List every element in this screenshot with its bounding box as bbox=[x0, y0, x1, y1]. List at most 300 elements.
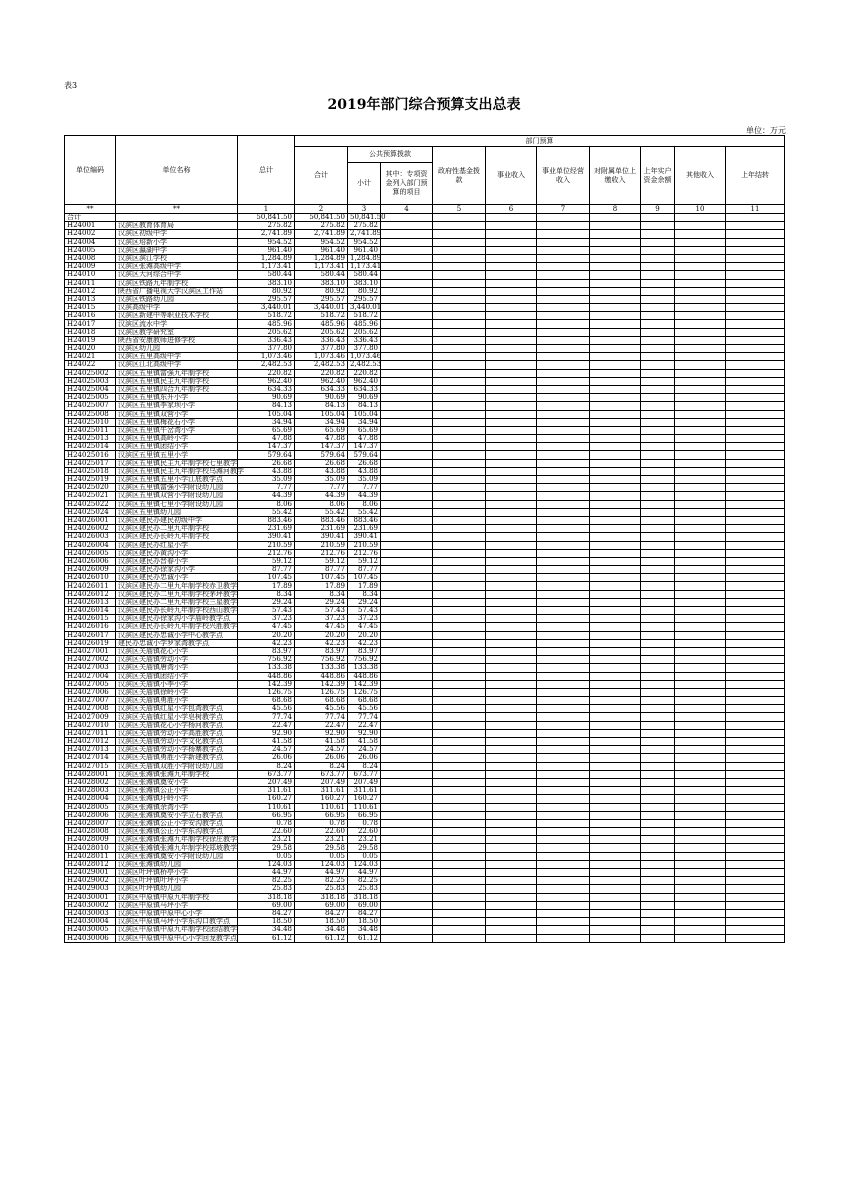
empty-cell bbox=[641, 214, 675, 222]
amount-cell: 26.68 bbox=[295, 459, 348, 467]
empty-cell bbox=[726, 615, 785, 623]
empty-cell bbox=[590, 607, 641, 615]
code-cell: H24029001 bbox=[65, 869, 116, 877]
amount-cell: 43.88 bbox=[295, 467, 348, 475]
table-header bbox=[65, 136, 785, 214]
amount-cell: 57.43 bbox=[238, 607, 295, 615]
empty-cell bbox=[726, 860, 785, 868]
empty-cell bbox=[675, 926, 726, 934]
empty-cell bbox=[641, 287, 675, 295]
empty-cell bbox=[486, 631, 537, 639]
empty-cell bbox=[675, 672, 726, 680]
empty-cell bbox=[537, 435, 590, 443]
empty-cell bbox=[433, 770, 486, 778]
empty-cell bbox=[433, 492, 486, 500]
empty-cell bbox=[433, 418, 486, 426]
name-cell: 汉滨区关庙镇红星小学皂树教学点 bbox=[116, 713, 238, 721]
name-cell: 汉滨区张滩镇圩岭小学 bbox=[116, 795, 238, 803]
amount-cell: 295.57 bbox=[295, 295, 348, 303]
empty-cell bbox=[590, 557, 641, 565]
empty-cell bbox=[381, 909, 433, 917]
empty-cell bbox=[726, 533, 785, 541]
empty-cell bbox=[675, 877, 726, 885]
amount-cell: 579.64 bbox=[238, 451, 295, 459]
name-cell: 汉滨区江北高级中学 bbox=[116, 361, 238, 369]
empty-cell bbox=[675, 459, 726, 467]
name-cell: 汉滨区教育体育局 bbox=[116, 222, 238, 230]
empty-cell bbox=[641, 885, 675, 893]
amount-cell: 43.88 bbox=[238, 467, 295, 475]
empty-cell bbox=[381, 893, 433, 901]
amount-cell: 83.97 bbox=[238, 647, 295, 655]
amount-cell: 18.50 bbox=[295, 918, 348, 926]
name-cell: 汉滨区五里镇双营小学附设幼儿园 bbox=[116, 492, 238, 500]
empty-cell bbox=[590, 279, 641, 287]
empty-cell bbox=[537, 279, 590, 287]
empty-cell bbox=[537, 860, 590, 868]
empty-cell bbox=[433, 795, 486, 803]
empty-cell bbox=[675, 410, 726, 418]
empty-cell bbox=[675, 557, 726, 565]
code-cell: H24025005 bbox=[65, 394, 116, 402]
empty-cell bbox=[641, 435, 675, 443]
empty-cell bbox=[537, 467, 590, 475]
amount-cell: 90.69 bbox=[295, 394, 348, 402]
code-cell: H24026009 bbox=[65, 566, 116, 574]
empty-cell bbox=[537, 787, 590, 795]
empty-cell bbox=[590, 304, 641, 312]
code-cell: H24028001 bbox=[65, 770, 116, 778]
code-cell: H24026010 bbox=[65, 574, 116, 582]
table-row bbox=[65, 664, 785, 672]
empty-cell bbox=[537, 623, 590, 631]
amount-cell: 26.06 bbox=[295, 754, 348, 762]
empty-cell bbox=[641, 836, 675, 844]
empty-cell bbox=[590, 647, 641, 655]
amount-cell: 485.96 bbox=[238, 320, 295, 328]
empty-cell bbox=[537, 844, 590, 852]
empty-cell bbox=[590, 492, 641, 500]
amount-cell: 25.83 bbox=[348, 885, 381, 893]
amount-cell: 7.77 bbox=[295, 484, 348, 492]
empty-cell bbox=[675, 713, 726, 721]
empty-cell bbox=[726, 214, 785, 222]
amount-cell: 23.21 bbox=[295, 836, 348, 844]
empty-cell bbox=[590, 582, 641, 590]
amount-cell: 77.74 bbox=[238, 713, 295, 721]
empty-cell bbox=[726, 918, 785, 926]
empty-cell bbox=[641, 664, 675, 672]
table-row bbox=[65, 230, 785, 238]
empty-cell bbox=[675, 254, 726, 262]
empty-cell bbox=[675, 369, 726, 377]
empty-cell bbox=[433, 369, 486, 377]
empty-cell bbox=[486, 557, 537, 565]
empty-cell bbox=[590, 295, 641, 303]
table-row bbox=[65, 795, 785, 803]
empty-cell bbox=[641, 566, 675, 574]
name-cell: 汉滨区关庙镇劳动小学杨寨教学点 bbox=[116, 746, 238, 754]
empty-cell bbox=[641, 819, 675, 827]
code-cell: H24026001 bbox=[65, 516, 116, 524]
name-cell: 汉滨区关庙镇劳动小学高胜教学点 bbox=[116, 729, 238, 737]
empty-cell bbox=[675, 263, 726, 271]
empty-cell bbox=[381, 541, 433, 549]
empty-cell bbox=[641, 336, 675, 344]
amount-cell: 1,284.89 bbox=[295, 254, 348, 262]
empty-cell bbox=[675, 770, 726, 778]
amount-cell: 84.13 bbox=[238, 402, 295, 410]
empty-cell bbox=[726, 230, 785, 238]
empty-cell bbox=[675, 238, 726, 246]
empty-cell bbox=[381, 484, 433, 492]
amount-cell: 961.40 bbox=[238, 246, 295, 254]
empty-cell bbox=[486, 705, 537, 713]
empty-cell bbox=[537, 385, 590, 393]
empty-cell bbox=[675, 828, 726, 836]
code-cell: H24011 bbox=[65, 279, 116, 287]
empty-cell bbox=[641, 811, 675, 819]
empty-cell bbox=[381, 926, 433, 934]
code-cell: H24027014 bbox=[65, 754, 116, 762]
name-cell: 汉滨区关庙镇勇胜小学 bbox=[116, 697, 238, 705]
empty-cell bbox=[433, 615, 486, 623]
empty-cell bbox=[537, 484, 590, 492]
empty-cell bbox=[537, 328, 590, 336]
empty-cell bbox=[381, 492, 433, 500]
name-cell: 汉滨区五里镇富强九年制学校 bbox=[116, 369, 238, 377]
empty-cell bbox=[675, 476, 726, 484]
empty-cell bbox=[590, 770, 641, 778]
empty-cell bbox=[537, 819, 590, 827]
code-cell: H24030003 bbox=[65, 909, 116, 917]
name-cell: 汉滨区初级中学 bbox=[116, 230, 238, 238]
empty-cell bbox=[486, 901, 537, 909]
name-cell: 汉滨区五里镇民主九年制学校七里教学 bbox=[116, 459, 238, 467]
empty-cell bbox=[590, 222, 641, 230]
amount-cell: 147.37 bbox=[238, 443, 295, 451]
code-cell: H24028010 bbox=[65, 844, 116, 852]
empty-cell bbox=[590, 869, 641, 877]
index-cell: 3 bbox=[348, 205, 381, 214]
empty-cell bbox=[590, 697, 641, 705]
code-cell: H24030005 bbox=[65, 926, 116, 934]
empty-cell bbox=[537, 525, 590, 533]
empty-cell bbox=[486, 639, 537, 647]
empty-cell bbox=[433, 893, 486, 901]
empty-cell bbox=[675, 418, 726, 426]
empty-cell bbox=[590, 885, 641, 893]
empty-cell bbox=[381, 263, 433, 271]
amount-cell: 69.00 bbox=[348, 901, 381, 909]
code-cell: H24027005 bbox=[65, 680, 116, 688]
empty-cell bbox=[641, 459, 675, 467]
empty-cell bbox=[486, 795, 537, 803]
empty-cell bbox=[381, 361, 433, 369]
empty-cell bbox=[590, 353, 641, 361]
empty-cell bbox=[486, 541, 537, 549]
empty-cell bbox=[537, 574, 590, 582]
header-last-year-carry: 上年结转 bbox=[726, 147, 785, 205]
amount-cell: 8.06 bbox=[295, 500, 348, 508]
empty-cell bbox=[641, 385, 675, 393]
empty-cell bbox=[590, 705, 641, 713]
empty-cell bbox=[726, 901, 785, 909]
empty-cell bbox=[726, 459, 785, 467]
empty-cell bbox=[486, 418, 537, 426]
empty-cell bbox=[486, 582, 537, 590]
empty-cell bbox=[381, 901, 433, 909]
empty-cell bbox=[590, 852, 641, 860]
code-cell: H24027007 bbox=[65, 697, 116, 705]
empty-cell bbox=[641, 402, 675, 410]
empty-cell bbox=[590, 516, 641, 524]
name-cell: 汉滨区培新小学 bbox=[116, 238, 238, 246]
amount-cell: 59.12 bbox=[238, 557, 295, 565]
empty-cell bbox=[537, 738, 590, 746]
empty-cell bbox=[486, 934, 537, 942]
amount-cell: 8.34 bbox=[295, 590, 348, 598]
amount-cell: 26.06 bbox=[348, 754, 381, 762]
amount-cell: 390.41 bbox=[348, 533, 381, 541]
empty-cell bbox=[381, 869, 433, 877]
empty-cell bbox=[537, 852, 590, 860]
empty-cell bbox=[433, 394, 486, 402]
empty-cell bbox=[675, 762, 726, 770]
code-cell: H24025022 bbox=[65, 500, 116, 508]
empty-cell bbox=[675, 909, 726, 917]
code-cell: H24025014 bbox=[65, 443, 116, 451]
amount-cell: 37.23 bbox=[238, 615, 295, 623]
table-row bbox=[65, 623, 785, 631]
empty-cell bbox=[726, 729, 785, 737]
amount-cell: 8.24 bbox=[295, 762, 348, 770]
code-cell: H24027002 bbox=[65, 656, 116, 664]
table-row bbox=[65, 312, 785, 320]
empty-cell bbox=[675, 271, 726, 279]
empty-cell bbox=[675, 656, 726, 664]
empty-cell bbox=[381, 304, 433, 312]
empty-cell bbox=[537, 443, 590, 451]
name-cell: 汉滨区建民办长岭九年制学校 bbox=[116, 533, 238, 541]
empty-cell bbox=[641, 680, 675, 688]
name-cell: 汉滨区关庙镇团结小学 bbox=[116, 672, 238, 680]
empty-cell bbox=[675, 901, 726, 909]
amount-cell: 26.68 bbox=[238, 459, 295, 467]
empty-cell bbox=[486, 647, 537, 655]
empty-cell bbox=[590, 500, 641, 508]
empty-cell bbox=[675, 516, 726, 524]
amount-cell: 205.62 bbox=[348, 328, 381, 336]
empty-cell bbox=[486, 500, 537, 508]
empty-cell bbox=[433, 328, 486, 336]
code-cell: H24001 bbox=[65, 222, 116, 230]
empty-cell bbox=[590, 738, 641, 746]
amount-cell: 383.10 bbox=[348, 279, 381, 287]
amount-cell: 82.25 bbox=[295, 877, 348, 885]
amount-cell: 20.20 bbox=[348, 631, 381, 639]
amount-cell: 105.04 bbox=[348, 410, 381, 418]
amount-cell: 0.05 bbox=[295, 852, 348, 860]
empty-cell bbox=[590, 541, 641, 549]
empty-cell bbox=[641, 394, 675, 402]
amount-cell: 20.20 bbox=[238, 631, 295, 639]
name-cell: 汉滨区大河综合中学 bbox=[116, 271, 238, 279]
empty-cell bbox=[675, 394, 726, 402]
empty-cell bbox=[726, 492, 785, 500]
amount-cell: 377.80 bbox=[295, 345, 348, 353]
empty-cell bbox=[590, 787, 641, 795]
amount-cell: 580.44 bbox=[295, 271, 348, 279]
empty-cell bbox=[381, 254, 433, 262]
name-cell: 汉滨区张滩镇奠安小学 bbox=[116, 778, 238, 786]
amount-cell: 47.45 bbox=[238, 623, 295, 631]
name-cell: 汉滨区中原镇中原九年制学校 bbox=[116, 893, 238, 901]
empty-cell bbox=[433, 901, 486, 909]
name-cell: 汉滨区张滩高级中学 bbox=[116, 263, 238, 271]
table-row bbox=[65, 533, 785, 541]
empty-cell bbox=[590, 721, 641, 729]
empty-cell bbox=[675, 377, 726, 385]
code-cell: H24025017 bbox=[65, 459, 116, 467]
empty-cell bbox=[726, 836, 785, 844]
table-row bbox=[65, 320, 785, 328]
code-cell: H24020 bbox=[65, 345, 116, 353]
amount-cell: 133.38 bbox=[238, 664, 295, 672]
amount-cell: 29.58 bbox=[295, 844, 348, 852]
empty-cell bbox=[433, 697, 486, 705]
empty-cell bbox=[433, 836, 486, 844]
amount-cell: 45.56 bbox=[295, 705, 348, 713]
empty-cell bbox=[381, 320, 433, 328]
empty-cell bbox=[590, 754, 641, 762]
amount-cell: 147.37 bbox=[295, 443, 348, 451]
empty-cell bbox=[590, 426, 641, 434]
amount-cell: 210.59 bbox=[295, 541, 348, 549]
empty-cell bbox=[381, 394, 433, 402]
empty-cell bbox=[486, 738, 537, 746]
name-cell: 汉滨区建民办忠诚小学中心教学点 bbox=[116, 631, 238, 639]
empty-cell bbox=[641, 410, 675, 418]
empty-cell bbox=[486, 295, 537, 303]
empty-cell bbox=[675, 729, 726, 737]
empty-cell bbox=[381, 647, 433, 655]
empty-cell bbox=[675, 484, 726, 492]
empty-cell bbox=[590, 901, 641, 909]
empty-cell bbox=[726, 541, 785, 549]
empty-cell bbox=[726, 664, 785, 672]
code-cell: H24025003 bbox=[65, 377, 116, 385]
empty-cell bbox=[433, 336, 486, 344]
code-cell: H24025008 bbox=[65, 410, 116, 418]
amount-cell: 336.43 bbox=[238, 336, 295, 344]
empty-cell bbox=[726, 721, 785, 729]
amount-cell: 29.24 bbox=[238, 598, 295, 606]
code-cell: H24026005 bbox=[65, 549, 116, 557]
amount-cell: 1,284.89 bbox=[238, 254, 295, 262]
table-row bbox=[65, 926, 785, 934]
code-cell: H24025019 bbox=[65, 476, 116, 484]
code-cell: H24008 bbox=[65, 254, 116, 262]
name-cell: 汉滨区建民办徐家沟小学庙岭教学点 bbox=[116, 615, 238, 623]
empty-cell bbox=[726, 394, 785, 402]
empty-cell bbox=[433, 598, 486, 606]
empty-cell bbox=[486, 869, 537, 877]
amount-cell: 1,173.41 bbox=[295, 263, 348, 271]
empty-cell bbox=[590, 746, 641, 754]
name-cell: 汉滨区关庙镇花心小学 bbox=[116, 647, 238, 655]
empty-cell bbox=[726, 770, 785, 778]
empty-cell bbox=[641, 934, 675, 942]
empty-cell bbox=[381, 860, 433, 868]
page-title: 2019年部门综合预算支出总表 bbox=[327, 97, 521, 113]
code-cell: H24002 bbox=[65, 230, 116, 238]
empty-cell bbox=[726, 443, 785, 451]
code-cell: H24025004 bbox=[65, 385, 116, 393]
name-cell: 汉滨区建民办建民初级中学 bbox=[116, 516, 238, 524]
code-cell: H24028002 bbox=[65, 778, 116, 786]
empty-cell bbox=[590, 639, 641, 647]
empty-cell bbox=[433, 541, 486, 549]
empty-cell bbox=[590, 828, 641, 836]
name-cell: 汉滨区建民办忠诚小学 bbox=[116, 574, 238, 582]
empty-cell bbox=[726, 426, 785, 434]
empty-cell bbox=[486, 623, 537, 631]
empty-cell bbox=[641, 476, 675, 484]
amount-cell: 57.43 bbox=[348, 607, 381, 615]
amount-cell: 2,482.53 bbox=[295, 361, 348, 369]
empty-cell bbox=[433, 549, 486, 557]
table-row bbox=[65, 410, 785, 418]
amount-cell: 87.77 bbox=[295, 566, 348, 574]
amount-cell: 2,741.89 bbox=[295, 230, 348, 238]
amount-cell: 133.38 bbox=[348, 664, 381, 672]
amount-cell: 377.80 bbox=[348, 345, 381, 353]
empty-cell bbox=[641, 304, 675, 312]
empty-cell bbox=[590, 713, 641, 721]
budget-table bbox=[64, 135, 785, 943]
empty-cell bbox=[641, 721, 675, 729]
empty-cell bbox=[433, 860, 486, 868]
table-row bbox=[65, 672, 785, 680]
empty-cell bbox=[486, 459, 537, 467]
amount-cell: 518.72 bbox=[238, 312, 295, 320]
empty-cell bbox=[641, 246, 675, 254]
empty-cell bbox=[590, 336, 641, 344]
amount-cell: 42.23 bbox=[238, 639, 295, 647]
name-cell: 汉滨区张滩镇公正小学安沟教学点 bbox=[116, 819, 238, 827]
empty-cell bbox=[675, 639, 726, 647]
amount-cell: 160.27 bbox=[348, 795, 381, 803]
code-cell: H24026015 bbox=[65, 615, 116, 623]
empty-cell bbox=[537, 713, 590, 721]
empty-cell bbox=[726, 345, 785, 353]
empty-cell bbox=[381, 443, 433, 451]
empty-cell bbox=[433, 287, 486, 295]
empty-cell bbox=[381, 500, 433, 508]
empty-cell bbox=[641, 467, 675, 475]
amount-cell: 47.88 bbox=[238, 435, 295, 443]
amount-cell: 65.69 bbox=[238, 426, 295, 434]
empty-cell bbox=[433, 443, 486, 451]
name-cell: 汉滨区张滩镇幼儿园 bbox=[116, 860, 238, 868]
amount-cell: 634.33 bbox=[295, 385, 348, 393]
table-row bbox=[65, 336, 785, 344]
empty-cell bbox=[726, 361, 785, 369]
empty-cell bbox=[641, 926, 675, 934]
empty-cell bbox=[675, 697, 726, 705]
amount-cell: 92.90 bbox=[348, 729, 381, 737]
